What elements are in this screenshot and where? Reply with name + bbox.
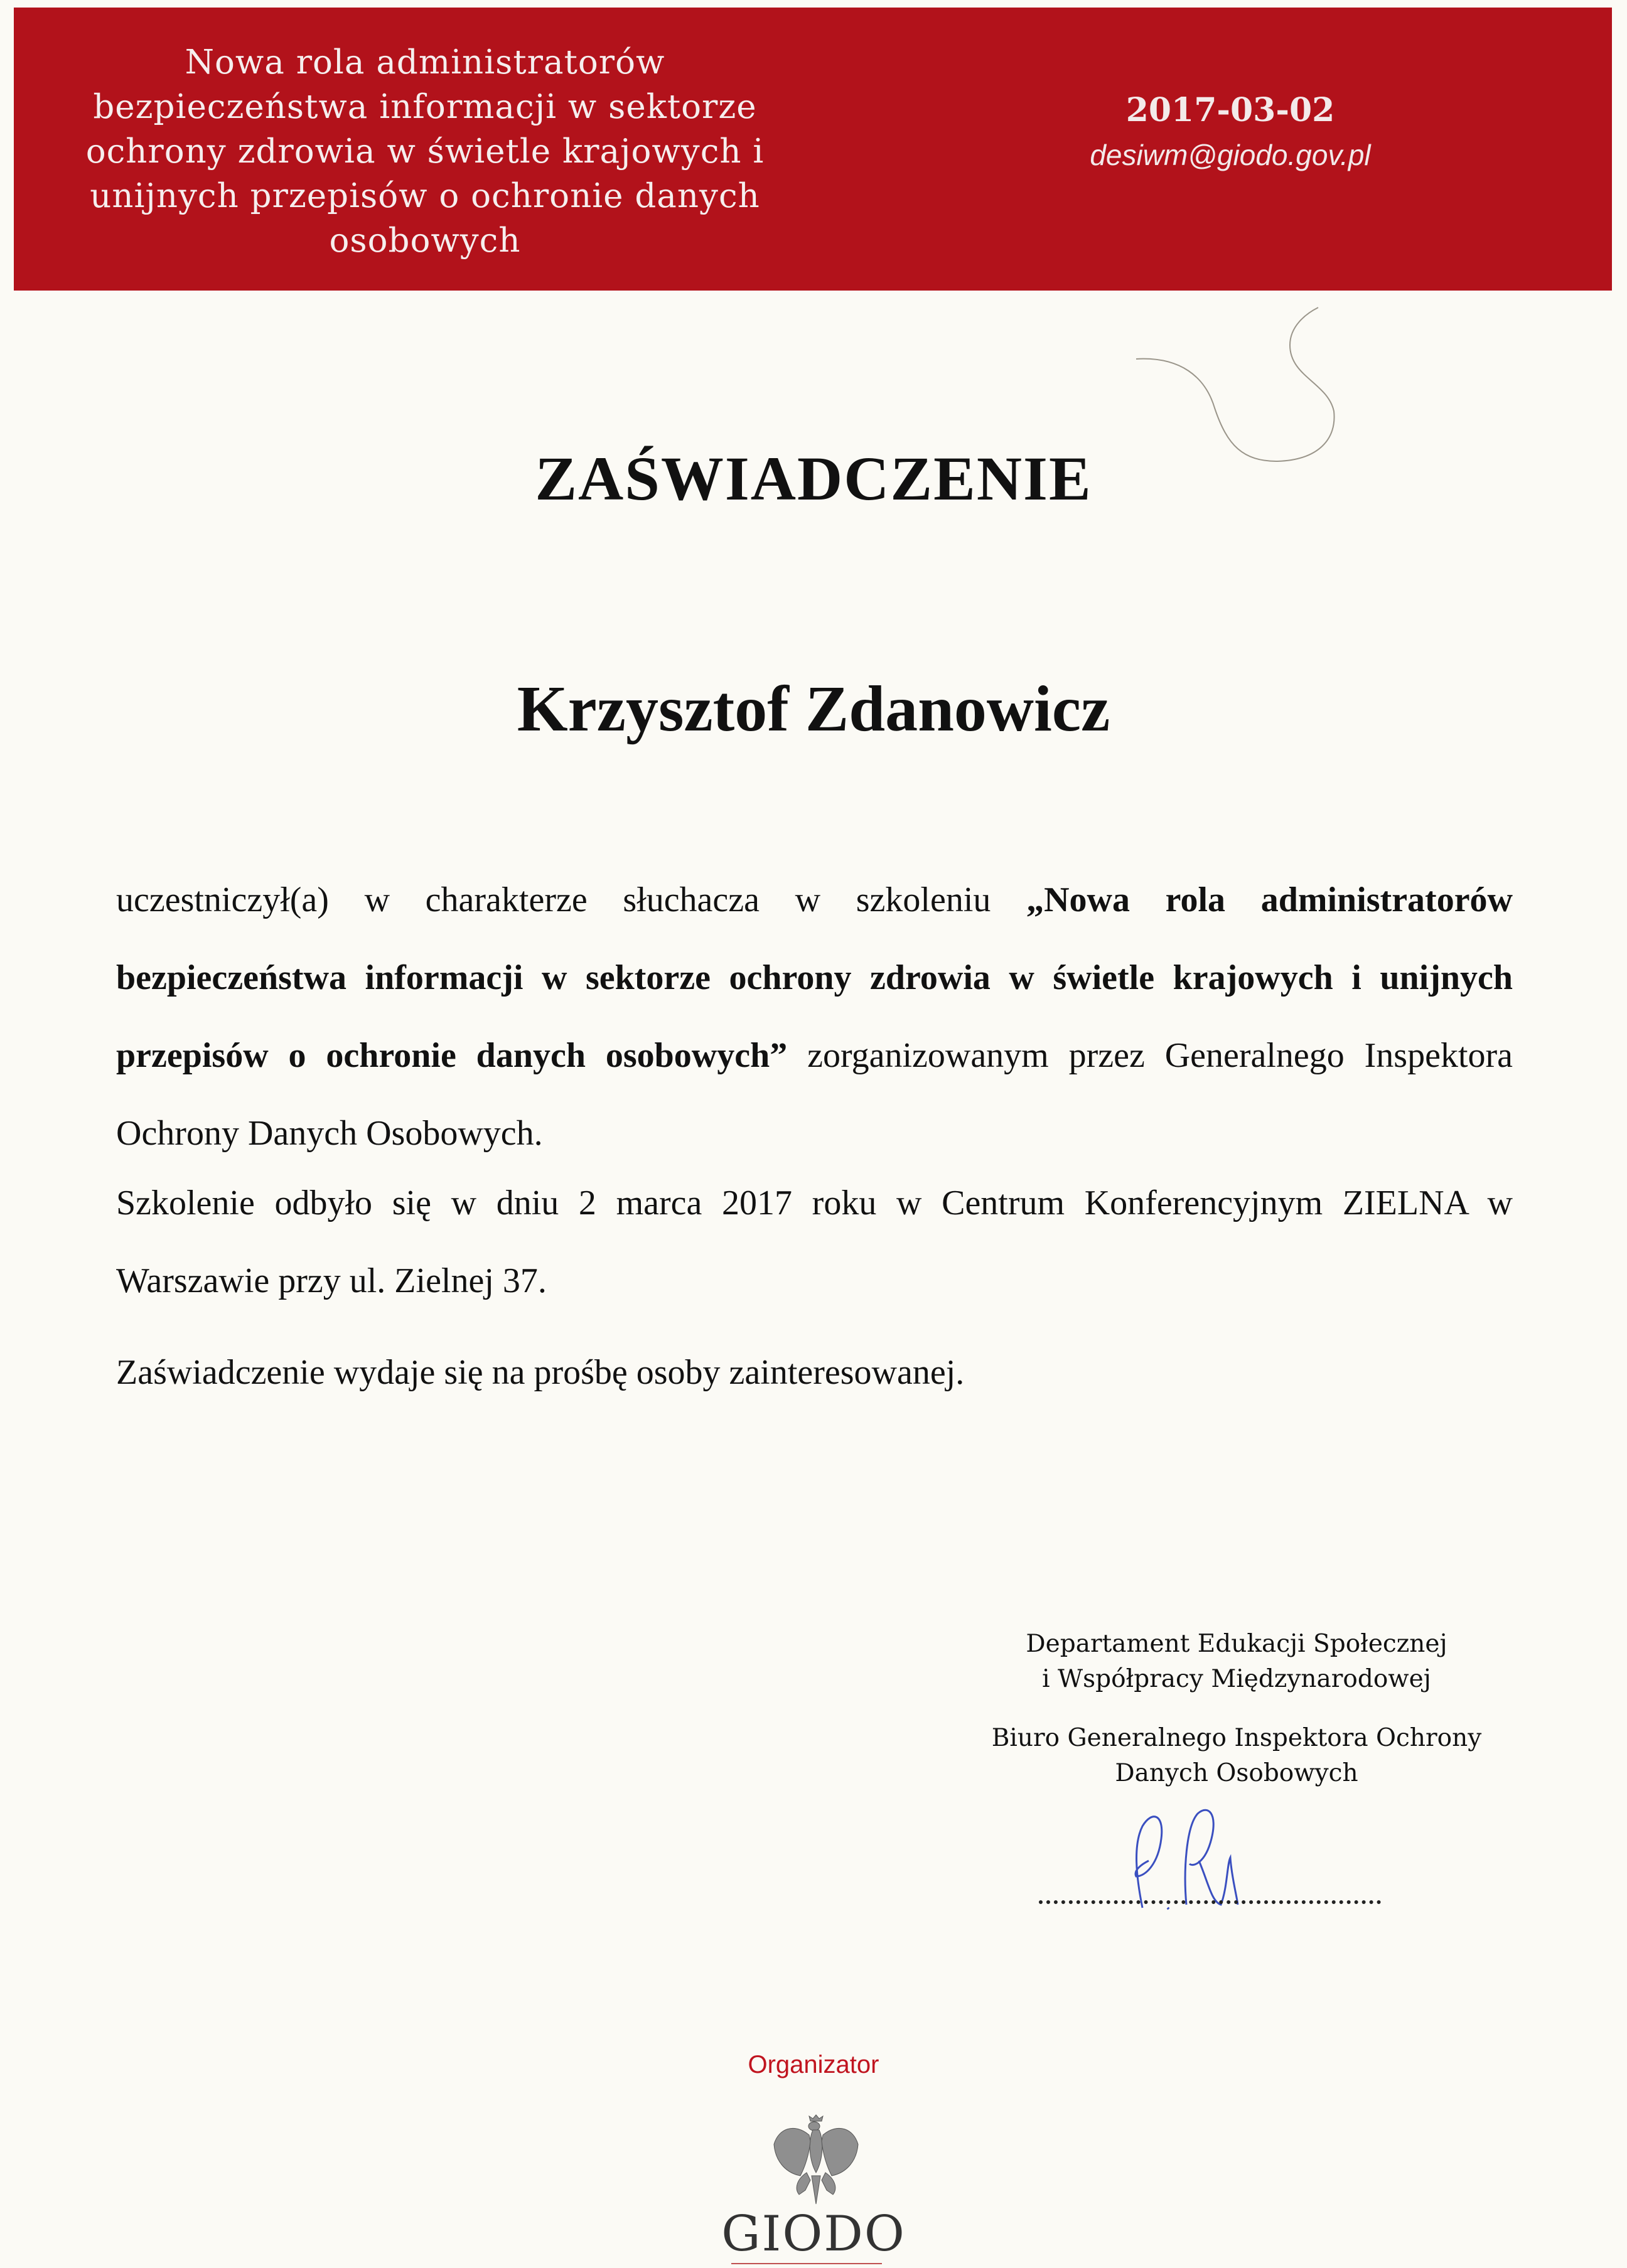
issuance-note-paragraph: Zaświadczenie wydaje się na prośbę osoby zainteresowanej. <box>116 1353 965 1392</box>
training-details-paragraph: Szkolenie odbyło się w dniu 2 marca 2017 roku w Centrum Konferencyjnym ZIELNA w Warszawie przy ul. Zielnej 37. <box>116 1184 1513 1300</box>
banner-title-line: Nowa rola administratorów <box>185 43 665 82</box>
office-line: Danych Osobowych <box>1115 1759 1358 1787</box>
signature-dotted-line <box>1039 1900 1381 1904</box>
issuing-department <box>929 1627 1544 1697</box>
document-title: ZAŚWIADCZENIE <box>535 444 1092 513</box>
office-line: Biuro Generalnego Inspektora Ochrony <box>991 1724 1482 1752</box>
handwritten-signature <box>1124 1801 1287 1914</box>
giodo-logo-text: GIODO <box>721 2206 906 2262</box>
banner-title-line: bezpieczeństwa informacji w sektorze <box>93 88 757 126</box>
training-name: „Nowa rola administratorów bezpieczeństwa informacji w sektorze ochrony zdrowia w świetle krajowych i unijnych przepisów o ochronie danych osobowych” <box>116 880 1513 1075</box>
participation-intro: uczestniczył(a) w charakterze słuchacza w szkoleniu <box>116 880 1027 919</box>
banner-date: 2017-03-02 <box>1125 91 1335 129</box>
organizer-label: Organizator <box>748 2051 879 2078</box>
banner-title-line: unijnych przepisów o ochronie danych <box>90 177 760 215</box>
issuing-office <box>929 1721 1544 1791</box>
participation-outro: zorganizowanym przez Generalnego Inspektora Ochrony Danych Osobowych. <box>116 1036 1513 1153</box>
banner-training-title <box>51 40 798 263</box>
banner-title-line: ochrony zdrowia w świetle krajowych i <box>85 132 765 171</box>
department-line: Departament Edukacji Społecznej <box>1026 1630 1447 1658</box>
department-line: i Współpracy Międzynarodowej <box>1042 1665 1431 1693</box>
recipient-name: Krzysztof Zdanowicz <box>517 673 1110 745</box>
banner-email: desiwm@giodo.gov.pl <box>1090 139 1371 171</box>
banner-title-line: osobowych <box>329 222 521 260</box>
logo-underline <box>731 2263 882 2264</box>
participation-paragraph <box>116 861 1513 1172</box>
polish-eagle-icon <box>769 2110 863 2210</box>
